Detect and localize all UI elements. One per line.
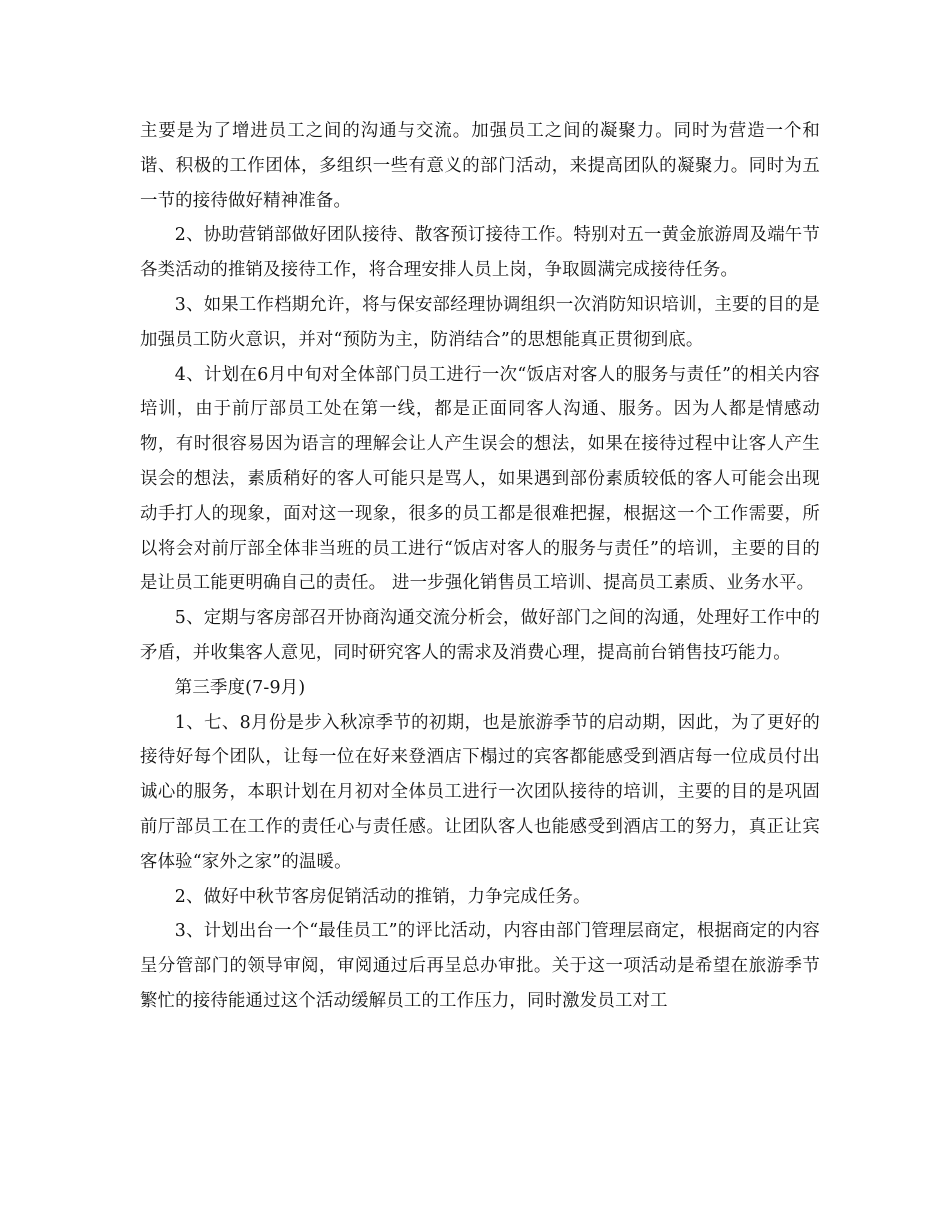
paragraph-q3-item-1: 1、七、8月份是步入秋凉季节的初期，也是旅游季节的启动期，因此，为了更好的接待好每个团队，让每一位在好来登酒店下榻过的宾客都能感受到酒店每一位成员付出诚心的服务，本职计划在月初对全体员工进行一次团队接待的培训，主要的目的是巩固前厅部员工在工作的责任心与责任感。让团队客人也能感受到酒店工的努力，真正让宾客体验“家外之家”的温暖。 (140, 712, 820, 872)
document-body (140, 114, 820, 1019)
paragraph-item-5: 5、定期与客房部召开协商沟通交流分析会，做好部门之间的沟通，处理好工作中的矛盾，并收集客人意见，同时研究客人的需求及消费心理，提高前台销售技巧能力。 (140, 608, 820, 663)
paragraph-q3-item-3: 3、计划出台一个“最佳员工”的评比活动，内容由部门管理层商定，根据商定的内容呈分管部门的领导审阅，审阅通过后再呈总办审批。关于这一项活动是希望在旅游季节繁忙的接待能通过这个活动缓解员工的工作压力，同时激发员工对工 (140, 921, 820, 1011)
paragraph-continuation: 主要是为了增进员工之间的沟通与交流。加强员工之间的凝聚力。同时为营造一个和谐、积极的工作团体，多组织一些有意义的部门活动，来提高团队的凝聚力。同时为五一节的接待做好精神准备。 (140, 121, 820, 211)
paragraph-item-3: 3、如果工作档期允许，将与保安部经理协调组织一次消防知识培训，主要的目的是加强员工防火意识，并对“预防为主，防消结合”的思想能真正贯彻到底。 (140, 294, 820, 350)
section-heading-q3: 第三季度(7-9月) (174, 677, 306, 698)
paragraph-item-4: 4、计划在6月中旬对全体部门员工进行一次“饭店对客人的服务与责任”的相关内容培训，由于前厅部员工处在第一线，都是正面同客人沟通、服务。因为人都是情感动物，有时很容易因为语言的理解会让人产生误会的想法，如果在接待过程中让客人产生误会的想法，素质稍好的客人可能只是骂人，如果遇到部份素质较低的客人可能会出现动手打人的现象，面对这一现象，很多的员工都是很难把握，根据这一个工作需要，所以将会对前厅部全体非当班的员工进行“饭店对客人的服务与责任”的培训，主要的目的是让员工能更明确自己的责任。 进一步强化销售员工培训、提高员工素质、业务水平。 (140, 364, 820, 594)
paragraph-item-2: 2、协助营销部做好团队接待、散客预订接待工作。特别对五一黄金旅游周及端午节各类活动的推销及接待工作，将合理安排人员上岗，争取圆满完成接待任务。 (140, 225, 820, 281)
paragraph-q3-item-2: 2、做好中秋节客房促销活动的推销，力争完成任务。 (174, 886, 591, 907)
